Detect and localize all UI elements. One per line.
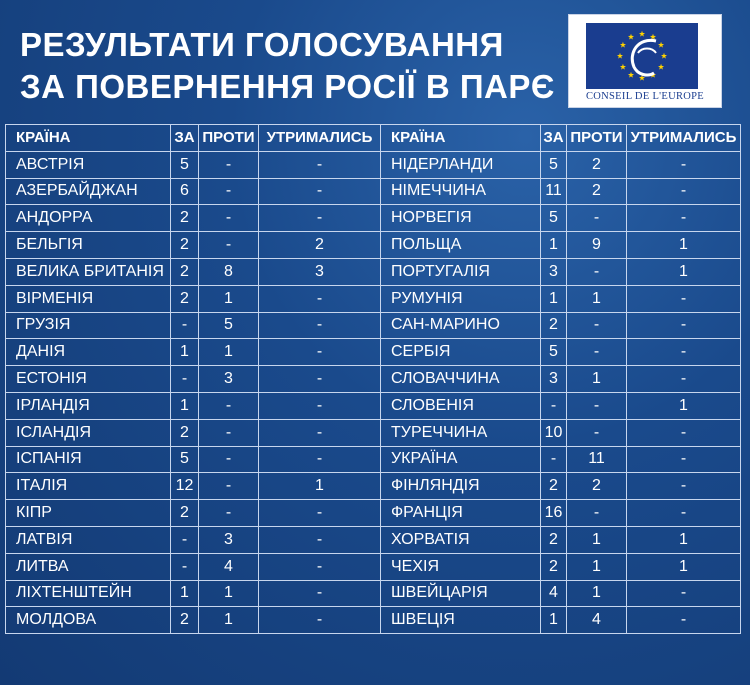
table-row	[6, 500, 741, 527]
right-country-cell: ФРАНЦІЯ	[381, 500, 541, 527]
right-no-cell: -	[567, 312, 627, 339]
table-row	[6, 553, 741, 580]
right-abstain-cell: 1	[627, 232, 741, 259]
left-no-cell: -	[199, 392, 259, 419]
left-yes-cell: 2	[171, 205, 199, 232]
left-no-cell: 3	[199, 366, 259, 393]
left-country-cell: ВЕЛИКА БРИТАНІЯ	[6, 258, 171, 285]
right-yes-cell: 1	[541, 607, 567, 634]
table-row	[6, 580, 741, 607]
voting-results-table	[5, 124, 741, 634]
left-no-cell: -	[199, 232, 259, 259]
table-row	[6, 419, 741, 446]
left-yes-cell: 2	[171, 285, 199, 312]
left-abstain-cell: -	[259, 178, 381, 205]
left-abstain-cell: 2	[259, 232, 381, 259]
right-no-cell: -	[567, 205, 627, 232]
right-abstain-cell: -	[627, 312, 741, 339]
right-no-cell: 2	[567, 178, 627, 205]
left-abstain-cell: -	[259, 366, 381, 393]
right-yes-cell: 4	[541, 580, 567, 607]
table-row	[6, 446, 741, 473]
right-no-cell: 1	[567, 526, 627, 553]
table-row	[6, 312, 741, 339]
right-no-cell: -	[567, 339, 627, 366]
left-yes-cell: 1	[171, 392, 199, 419]
right-no-cell: -	[567, 500, 627, 527]
left-abstain-cell: -	[259, 339, 381, 366]
left-country-cell: ІТАЛІЯ	[6, 473, 171, 500]
left-abstain-cell: 1	[259, 473, 381, 500]
left-yes-cell: -	[171, 526, 199, 553]
left-abstain-cell: -	[259, 392, 381, 419]
right-abstain-cell: -	[627, 446, 741, 473]
right-no-cell: 1	[567, 366, 627, 393]
right-no-cell: 2	[567, 151, 627, 178]
right-country-cell: ШВЕЙЦАРІЯ	[381, 580, 541, 607]
left-abstain-cell: -	[259, 446, 381, 473]
left-yes-cell: 2	[171, 232, 199, 259]
left-country-cell: ІСПАНІЯ	[6, 446, 171, 473]
left-country-cell: АНДОРРА	[6, 205, 171, 232]
right-country-cell: СЕРБІЯ	[381, 339, 541, 366]
left-yes-cell: 1	[171, 580, 199, 607]
left-country-cell: ГРУЗІЯ	[6, 312, 171, 339]
left-abstain-cell: -	[259, 500, 381, 527]
page-title	[20, 24, 555, 108]
left-abstain-cell: -	[259, 526, 381, 553]
right-abstain-cell: -	[627, 580, 741, 607]
right-country-cell: ТУРЕЧЧИНА	[381, 419, 541, 446]
left-abstain-cell: -	[259, 285, 381, 312]
left-yes-cell: 5	[171, 151, 199, 178]
left-no-cell: -	[199, 205, 259, 232]
right-yes-cell: -	[541, 392, 567, 419]
right-country-cell: ПОРТУГАЛІЯ	[381, 258, 541, 285]
left-yes-cell: -	[171, 366, 199, 393]
right-no-cell: 2	[567, 473, 627, 500]
left-no-cell: 1	[199, 285, 259, 312]
left-yes-cell: 6	[171, 178, 199, 205]
left-no-cell: -	[199, 178, 259, 205]
left-yes-cell: -	[171, 312, 199, 339]
right-country-cell: СЛОВАЧЧИНА	[381, 366, 541, 393]
right-no-cell: -	[567, 258, 627, 285]
left-country-cell: ВІРМЕНІЯ	[6, 285, 171, 312]
table-row	[6, 258, 741, 285]
right-country-cell: ХОРВАТІЯ	[381, 526, 541, 553]
right-abstain-cell: -	[627, 473, 741, 500]
left-country-cell: ЛАТВІЯ	[6, 526, 171, 553]
title-line-2: ЗА ПОВЕРНЕННЯ РОСІЇ В ПАРЄ	[20, 68, 555, 105]
title-line-1: РЕЗУЛЬТАТИ ГОЛОСУВАННЯ	[20, 26, 504, 63]
right-country-cell: ШВЕЦІЯ	[381, 607, 541, 634]
header-no: ПРОТИ	[567, 125, 627, 152]
left-abstain-cell: -	[259, 607, 381, 634]
left-yes-cell: 12	[171, 473, 199, 500]
header-abstain: УТРИМАЛИСЬ	[259, 125, 381, 152]
right-country-cell: РУМУНІЯ	[381, 285, 541, 312]
right-abstain-cell: -	[627, 500, 741, 527]
right-abstain-cell: -	[627, 366, 741, 393]
right-yes-cell: 11	[541, 178, 567, 205]
left-country-cell: ДАНІЯ	[6, 339, 171, 366]
right-yes-cell: 2	[541, 553, 567, 580]
right-no-cell: 1	[567, 285, 627, 312]
right-country-cell: НІМЕЧЧИНА	[381, 178, 541, 205]
right-abstain-cell: 1	[627, 526, 741, 553]
left-yes-cell: 5	[171, 446, 199, 473]
right-no-cell: 1	[567, 553, 627, 580]
table-row	[6, 526, 741, 553]
left-abstain-cell: -	[259, 419, 381, 446]
left-no-cell: 4	[199, 553, 259, 580]
right-country-cell: ФІНЛЯНДІЯ	[381, 473, 541, 500]
header-yes: ЗА	[171, 125, 199, 152]
right-abstain-cell: 1	[627, 258, 741, 285]
left-country-cell: АВСТРІЯ	[6, 151, 171, 178]
right-country-cell: ЧЕХІЯ	[381, 553, 541, 580]
right-yes-cell: 1	[541, 285, 567, 312]
right-country-cell: ПОЛЬЩА	[381, 232, 541, 259]
header-abstain: УТРИМАЛИСЬ	[627, 125, 741, 152]
left-country-cell: ІСЛАНДІЯ	[6, 419, 171, 446]
left-no-cell: 1	[199, 339, 259, 366]
table-row	[6, 151, 741, 178]
right-country-cell: САН-МАРИНО	[381, 312, 541, 339]
right-yes-cell: 3	[541, 258, 567, 285]
left-no-cell: 3	[199, 526, 259, 553]
right-yes-cell: 2	[541, 526, 567, 553]
right-abstain-cell: -	[627, 419, 741, 446]
table-row	[6, 205, 741, 232]
left-abstain-cell: 3	[259, 258, 381, 285]
right-yes-cell: 5	[541, 205, 567, 232]
table-row	[6, 607, 741, 634]
right-yes-cell: 5	[541, 151, 567, 178]
logo-caption: CONSEIL DE L'EUROPE	[585, 91, 705, 102]
left-abstain-cell: -	[259, 205, 381, 232]
right-yes-cell: 5	[541, 339, 567, 366]
table-row	[6, 392, 741, 419]
left-country-cell: БЕЛЬГІЯ	[6, 232, 171, 259]
right-yes-cell: 3	[541, 366, 567, 393]
right-abstain-cell: -	[627, 178, 741, 205]
right-abstain-cell: -	[627, 151, 741, 178]
left-country-cell: КІПР	[6, 500, 171, 527]
right-no-cell: -	[567, 419, 627, 446]
right-yes-cell: 10	[541, 419, 567, 446]
left-abstain-cell: -	[259, 553, 381, 580]
table-row	[6, 366, 741, 393]
right-abstain-cell: -	[627, 339, 741, 366]
right-country-cell: НОРВЕГІЯ	[381, 205, 541, 232]
left-no-cell: -	[199, 419, 259, 446]
left-abstain-cell: -	[259, 580, 381, 607]
table-row	[6, 232, 741, 259]
left-no-cell: 1	[199, 580, 259, 607]
council-of-europe-logo	[568, 14, 722, 108]
right-no-cell: 11	[567, 446, 627, 473]
left-country-cell: ІРЛАНДІЯ	[6, 392, 171, 419]
left-country-cell: ЛИТВА	[6, 553, 171, 580]
left-no-cell: 8	[199, 258, 259, 285]
right-no-cell: 1	[567, 580, 627, 607]
left-country-cell: АЗЕРБАЙДЖАН	[6, 178, 171, 205]
left-yes-cell: 2	[171, 258, 199, 285]
right-yes-cell: 16	[541, 500, 567, 527]
right-yes-cell: 1	[541, 232, 567, 259]
left-abstain-cell: -	[259, 312, 381, 339]
eu-flag-icon	[586, 23, 698, 89]
table-row	[6, 339, 741, 366]
header-no: ПРОТИ	[199, 125, 259, 152]
left-yes-cell: -	[171, 553, 199, 580]
left-no-cell: 5	[199, 312, 259, 339]
table-row	[6, 285, 741, 312]
left-yes-cell: 2	[171, 500, 199, 527]
table-header-row	[6, 125, 741, 152]
header-country: КРАЇНА	[6, 125, 171, 152]
left-no-cell: -	[199, 446, 259, 473]
header-country: КРАЇНА	[381, 125, 541, 152]
right-yes-cell: 2	[541, 473, 567, 500]
right-abstain-cell: 1	[627, 392, 741, 419]
right-no-cell: -	[567, 392, 627, 419]
left-no-cell: 1	[199, 607, 259, 634]
table-row	[6, 473, 741, 500]
left-country-cell: ЕСТОНІЯ	[6, 366, 171, 393]
right-country-cell: УКРАЇНА	[381, 446, 541, 473]
right-country-cell: НІДЕРЛАНДИ	[381, 151, 541, 178]
right-yes-cell: 2	[541, 312, 567, 339]
left-country-cell: МОЛДОВА	[6, 607, 171, 634]
left-abstain-cell: -	[259, 151, 381, 178]
left-yes-cell: 2	[171, 419, 199, 446]
right-abstain-cell: 1	[627, 553, 741, 580]
left-yes-cell: 2	[171, 607, 199, 634]
right-no-cell: 9	[567, 232, 627, 259]
right-no-cell: 4	[567, 607, 627, 634]
left-yes-cell: 1	[171, 339, 199, 366]
left-no-cell: -	[199, 500, 259, 527]
header-yes: ЗА	[541, 125, 567, 152]
table-row	[6, 178, 741, 205]
right-abstain-cell: -	[627, 205, 741, 232]
right-country-cell: СЛОВЕНІЯ	[381, 392, 541, 419]
right-abstain-cell: -	[627, 285, 741, 312]
left-no-cell: -	[199, 151, 259, 178]
left-no-cell: -	[199, 473, 259, 500]
right-abstain-cell: -	[627, 607, 741, 634]
left-country-cell: ЛІХТЕНШТЕЙН	[6, 580, 171, 607]
right-yes-cell: -	[541, 446, 567, 473]
